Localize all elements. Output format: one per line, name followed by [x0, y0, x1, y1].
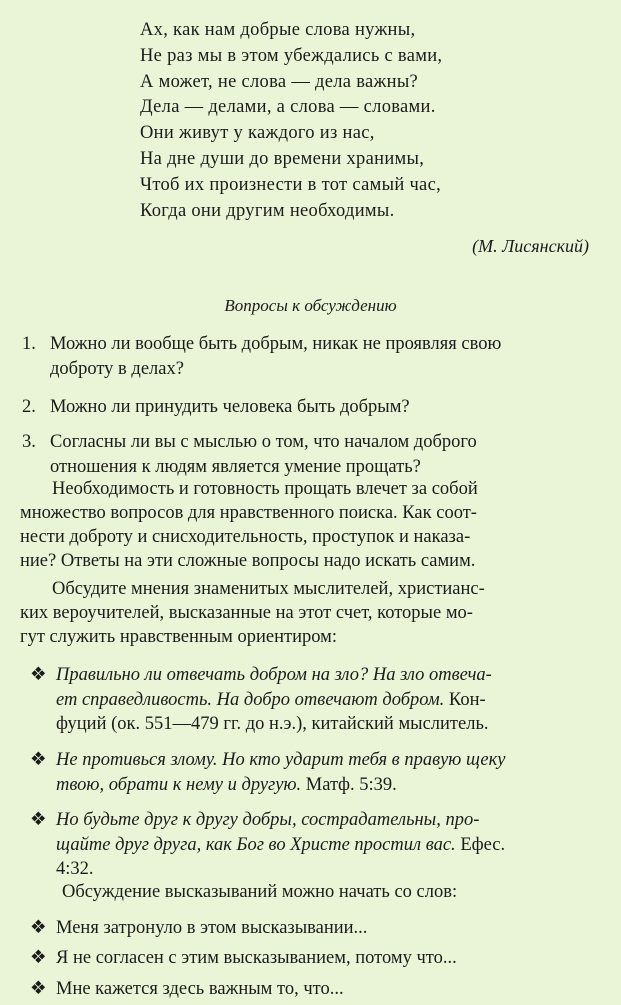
quote-source: Матф. 5:39.	[301, 774, 397, 795]
question-number: 3.	[22, 432, 36, 452]
question-item	[22, 332, 501, 382]
starter-item	[30, 946, 457, 970]
poem-line: На дне души до времени хранимы,	[140, 148, 425, 169]
question-item	[22, 430, 477, 480]
diamond-bullet-icon: ❖	[30, 665, 47, 685]
poem-line: А может, не слова — дела важны?	[140, 71, 419, 92]
poem-line: Дела — делами, а слова — словами.	[140, 97, 436, 118]
paragraph-line: Необходимость и готовность прощать влечет за собой	[52, 479, 478, 499]
starter-text: Мне кажется здесь важным то, что...	[56, 979, 344, 999]
question-item	[22, 395, 410, 420]
poem-author: (М. Лисянский)	[472, 236, 589, 256]
paragraph-line: Обсудите мнения знаменитых мыслителей, христианс-	[52, 579, 485, 599]
paragraph	[20, 477, 598, 573]
poem-line: Когда они другим необходимы.	[140, 200, 395, 221]
diamond-bullet-icon: ❖	[30, 918, 47, 938]
starter-text: Я не согласен с этим высказыванием, потому что...	[56, 948, 457, 968]
paragraph-line: множество вопросов для нравственного поиска. Как соот-	[20, 503, 477, 523]
discussion-intro: Обсуждение высказываний можно начать со слов:	[62, 882, 458, 902]
paragraph	[20, 577, 598, 649]
quote-text: Правильно ли отвечать добром на зло? На зло отвеча-	[56, 665, 492, 685]
paragraph-line: гут служить нравственным ориентиром:	[20, 627, 338, 647]
poem-line: Они живут у каждого из нас,	[140, 123, 375, 144]
question-text: Согласны ли вы с мыслью о том, что началом доброго	[50, 432, 477, 452]
quote-item	[30, 748, 600, 797]
diamond-bullet-icon: ❖	[30, 979, 47, 999]
quote-text: щайте друг друга, как Бог во Христе простил вас.	[56, 834, 456, 855]
paragraph-line: ние? Ответы на эти сложные вопросы надо искать самим.	[20, 551, 476, 571]
poem-line: Ах, как нам добрые слова нужны,	[140, 20, 416, 40]
quote-source: 4:32.	[56, 859, 94, 879]
section-title: Вопросы к обсуждению	[224, 296, 397, 315]
question-number: 2.	[22, 397, 36, 417]
quote-text: твою, обрати к нему и другую.	[56, 774, 302, 795]
quote-item	[30, 808, 600, 882]
paragraph-line: нести доброту и снисходительность, проступок и наказа-	[20, 527, 471, 547]
paragraph-line: ких вероучителей, высказанные на этот счет, которые мо-	[20, 603, 473, 623]
quote-source: фуций (ок. 551—479 гг. до н.э.), китайский мыслитель.	[56, 714, 489, 734]
question-text: Можно ли принудить человека быть добрым?	[50, 397, 410, 417]
question-text-continued: доброту в делах?	[50, 359, 184, 379]
poem-line: Чтоб их произнести в тот самый час,	[140, 174, 442, 195]
quote-text: Но будьте друг к другу добры, сострадательны, про-	[56, 810, 480, 830]
quote-text: Не противься злому. Но кто ударит тебя в правую щеку	[56, 750, 506, 770]
quote-item	[30, 663, 600, 737]
poem-line: Не раз мы в этом убеждались с вами,	[140, 45, 443, 66]
starter-item	[30, 977, 344, 1001]
question-text: Можно ли вообще быть добрым, никак не проявляя свою	[50, 334, 502, 354]
starter-item	[30, 916, 367, 940]
quote-text: ет справедливость. На добро отвечают добром.	[56, 689, 445, 710]
diamond-bullet-icon: ❖	[30, 750, 47, 770]
diamond-bullet-icon: ❖	[30, 810, 47, 830]
diamond-bullet-icon: ❖	[30, 948, 47, 968]
question-number: 1.	[22, 334, 36, 354]
quote-source: Кон-	[444, 689, 486, 710]
quote-source: Ефес.	[455, 834, 506, 855]
poem	[140, 18, 442, 224]
question-text-continued: отношения к людям является умение прощать?	[50, 457, 421, 477]
starter-text: Меня затронуло в этом высказывании...	[56, 918, 368, 938]
